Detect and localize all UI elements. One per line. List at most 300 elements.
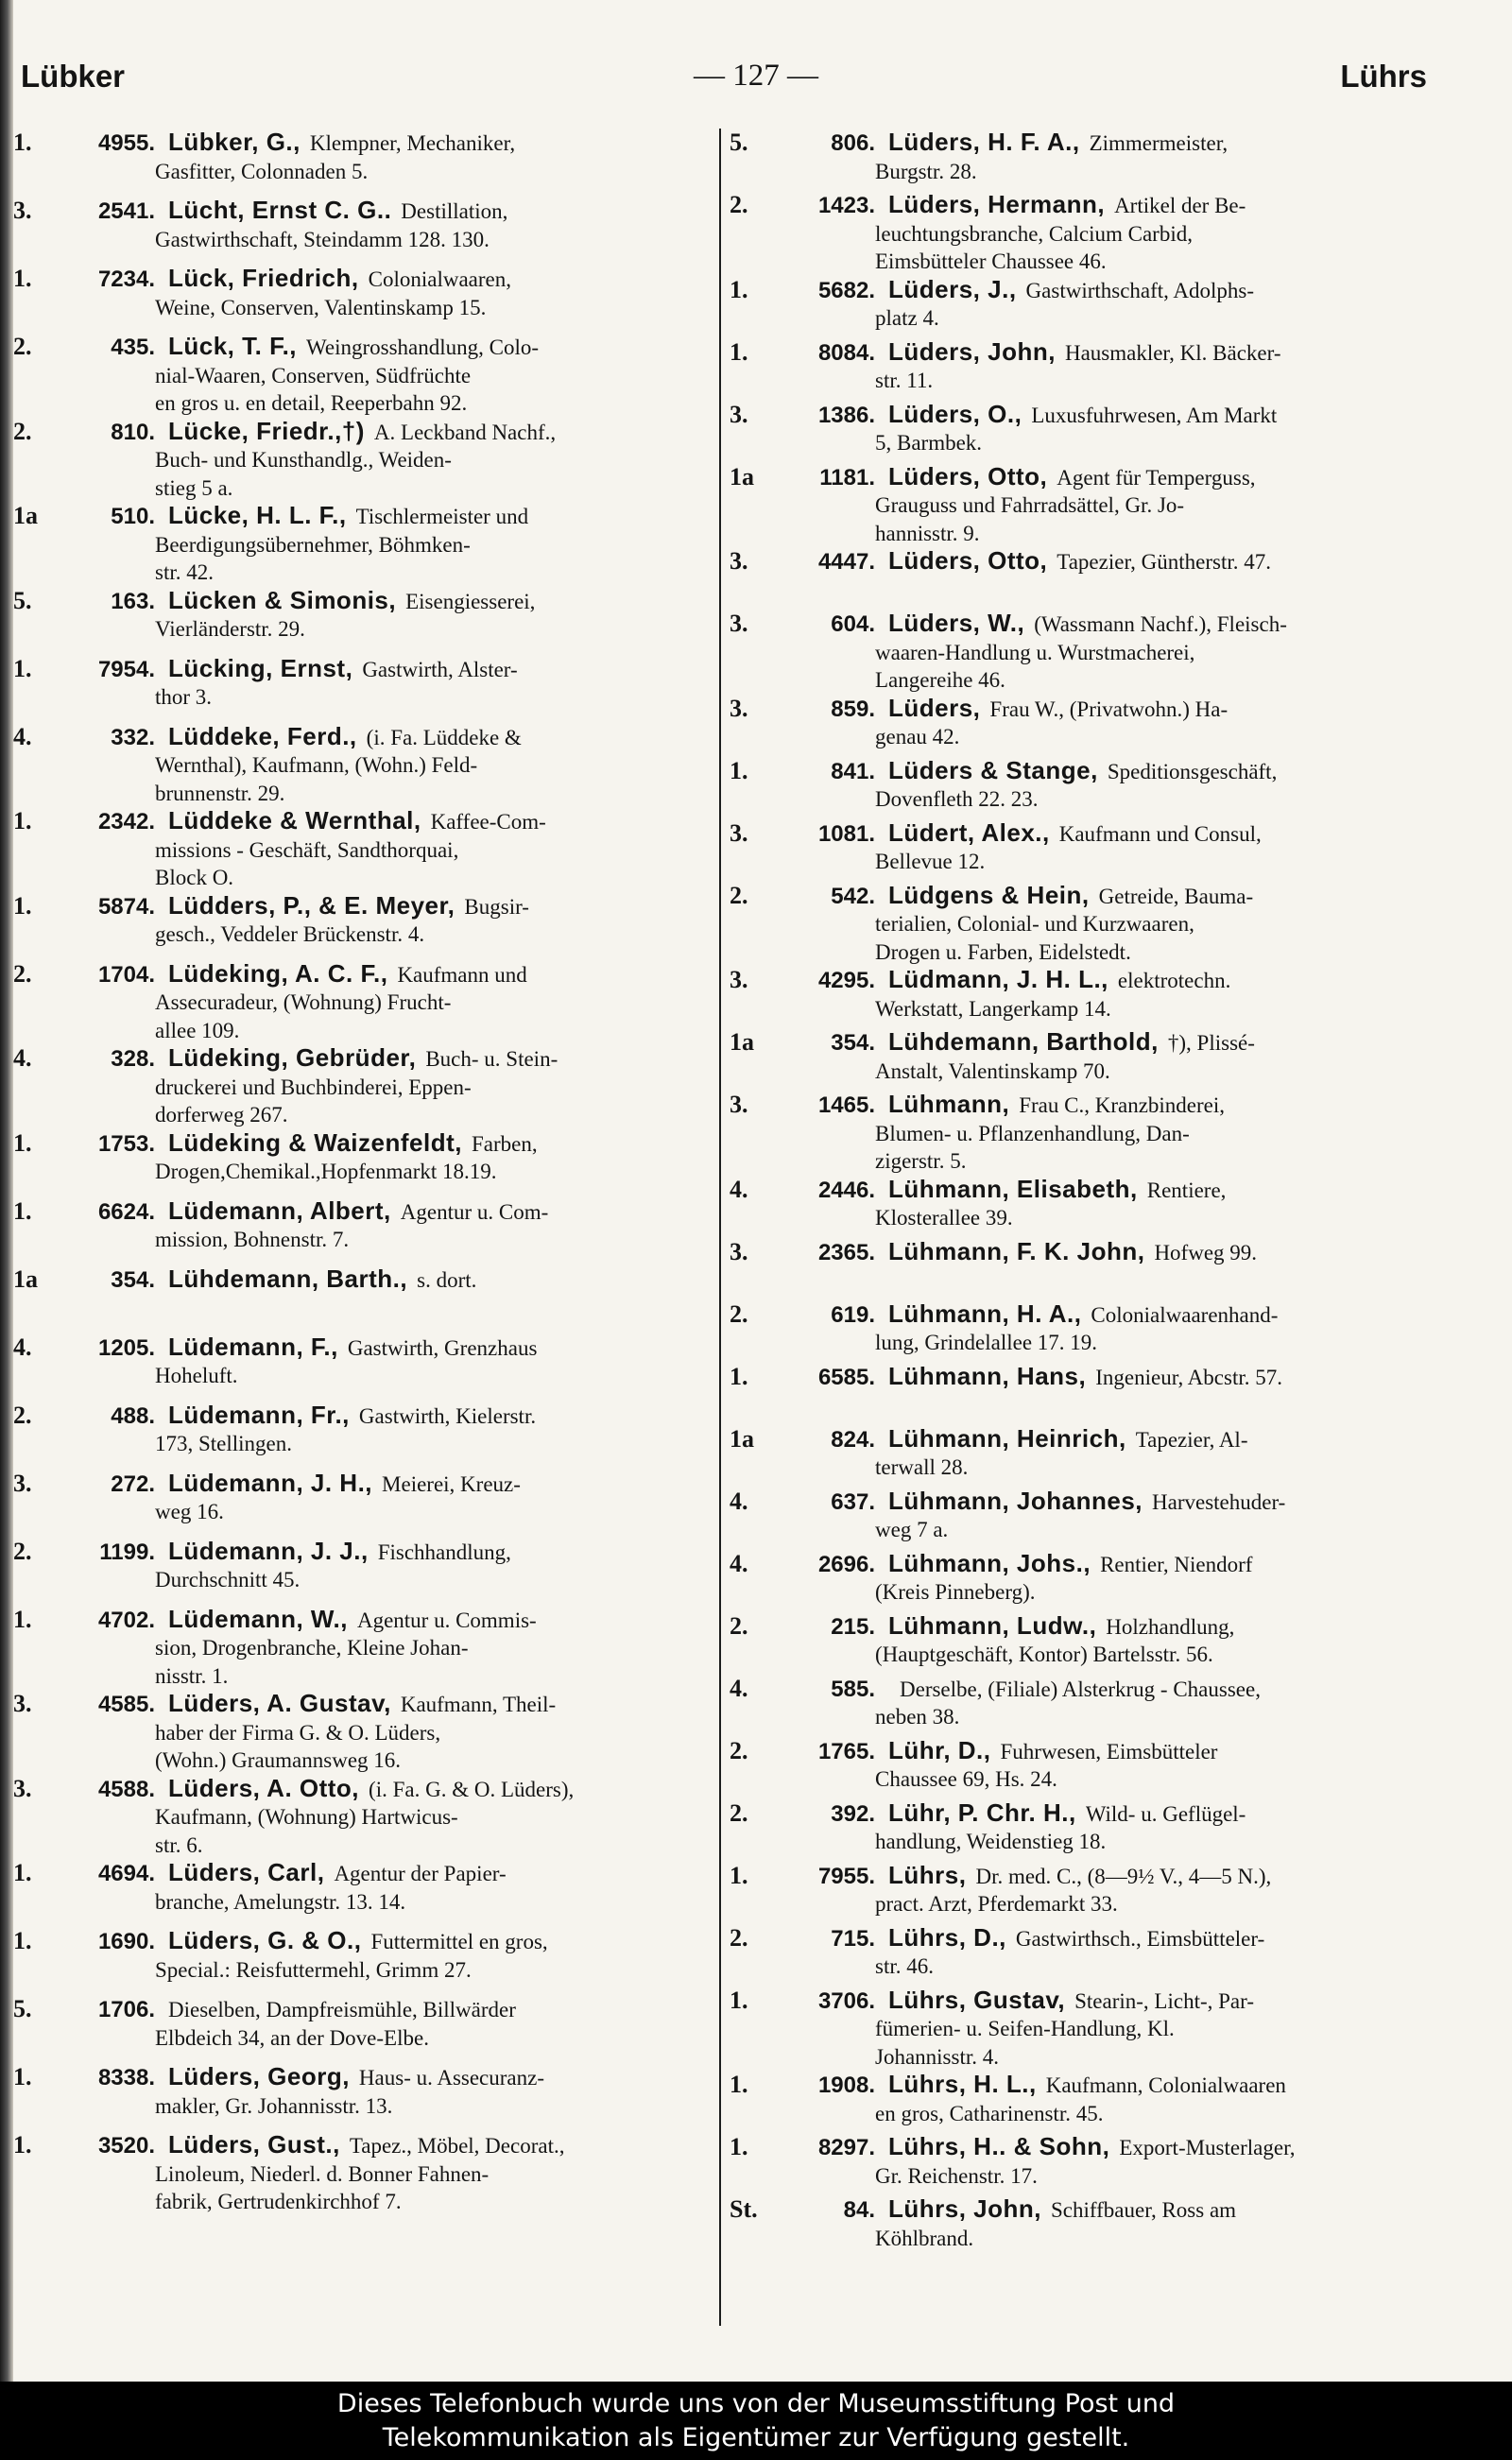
entry-phone-number: 1690.: [97, 1929, 155, 1954]
entry-description: Derselbe, (Filiale) Alsterkrug - Chaussee,: [900, 1677, 1261, 1701]
entry-name: Lübker, G.,: [168, 128, 301, 156]
entry-first-line: [13, 587, 713, 616]
footer-notice: [0, 2382, 1512, 2460]
directory-entry: [13, 1995, 713, 2063]
entry-description: Kaffee-Com-: [430, 810, 546, 834]
right-column: [730, 129, 1440, 2258]
entry-continuation-line: waaren-Handlung u. Wurstmacherei,: [875, 640, 1195, 664]
directory-entry: [13, 1470, 713, 1538]
entry-name: Lüders,: [888, 693, 981, 722]
entry-phone-number: 8297.: [817, 2135, 875, 2160]
entry-name: Lüdemann, W.,: [168, 1604, 348, 1633]
entry-first-line: [13, 502, 713, 531]
entry-class: 3.: [13, 1690, 32, 1717]
directory-entry: [730, 1550, 1440, 1612]
entry-name: Lüdemann, J. J.,: [168, 1536, 369, 1565]
entry-phone-number: 3520.: [97, 2133, 155, 2159]
entry-class: 2.: [730, 1736, 748, 1764]
entry-first-line: [730, 129, 1440, 158]
entry-class: 2.: [13, 959, 32, 988]
entry-description: Gastwirth, Alster-: [362, 657, 518, 681]
entry-continuation-line: nial-Waaren, Conserven, Südfrüchte: [155, 363, 472, 387]
entry-class: 1.: [13, 129, 32, 156]
entry-name: Lührs, Gustav,: [888, 1985, 1066, 2014]
entry-continuation-line: Anstalt, Valentinskamp 70.: [875, 1058, 1110, 1083]
directory-entry: [730, 1488, 1440, 1550]
entry-continuation-line: thor 3.: [155, 685, 213, 709]
entry-name: Lücking, Ernst,: [168, 653, 353, 682]
header-right-keyword: Lührs: [1340, 59, 1427, 94]
entry-continuation-line: platz 4.: [875, 306, 939, 330]
entry-class: 4.: [730, 1487, 748, 1515]
directory-entry: [730, 1675, 1440, 1737]
directory-entry: [730, 338, 1440, 401]
entry-phone-number: 2365.: [817, 1239, 875, 1265]
entry-continuation-line: Gr. Reichenstr. 17.: [875, 2163, 1038, 2188]
entry-name: Lühdemann, Barth.,: [168, 1264, 408, 1293]
entry-class: 3.: [730, 400, 748, 428]
entry-first-line: [13, 418, 713, 447]
entry-class: 2.: [730, 1611, 748, 1640]
entry-phone-number: 2696.: [817, 1551, 875, 1577]
entry-class: 1.: [730, 337, 748, 366]
directory-entry: [730, 401, 1440, 463]
entry-phone-number: 4585.: [97, 1692, 155, 1717]
directory-entry: [730, 882, 1440, 967]
entry-first-line: [730, 610, 1440, 639]
directory-entry: [13, 655, 713, 723]
entry-continuation-line: nisstr. 1.: [155, 1663, 229, 1688]
entry-description: Ingenieur, Abcstr. 57.: [1095, 1365, 1282, 1389]
entry-first-line: [730, 819, 1440, 849]
entry-continuation-line: str. 46.: [875, 1954, 934, 1978]
entry-continuation-line: Eimsbütteler Chaussee 46.: [875, 249, 1107, 273]
entry-description: elektrotechn.: [1117, 969, 1231, 992]
entry-phone-number: 2446.: [817, 1177, 875, 1203]
entry-name: Lüdemann, Fr.,: [168, 1400, 350, 1429]
entry-first-line: [13, 333, 713, 362]
entry-first-line: [730, 1300, 1440, 1330]
entry-description: Hofweg 99.: [1154, 1240, 1258, 1264]
directory-entry: [13, 1538, 713, 1606]
directory-entry: [13, 333, 713, 418]
entry-description: Destillation,: [401, 199, 508, 223]
entry-class: 2.: [730, 1923, 748, 1952]
entry-class: 3.: [13, 197, 32, 224]
entry-continuation-line: Johannisstr. 4.: [875, 2044, 999, 2069]
entry-continuation-line: lung, Grindelallee 17. 19.: [875, 1331, 1098, 1354]
entry-name: Lühr, D.,: [888, 1735, 991, 1764]
entry-first-line: [730, 2133, 1440, 2162]
entry-continuation-line: Bellevue 12.: [875, 850, 986, 873]
entry-first-line: [730, 2071, 1440, 2100]
entry-class: 4.: [13, 1333, 32, 1361]
entry-continuation-line: haber der Firma G. & O. Lüders,: [155, 1720, 441, 1745]
entry-description: Kaufmann, Colonialwaaren: [1045, 2073, 1286, 2097]
entry-class: 3.: [730, 547, 748, 575]
entry-first-line: [730, 1091, 1440, 1120]
entry-class: 1a: [13, 1264, 38, 1293]
directory-entry: [13, 892, 713, 960]
entry-continuation-line: Gasfitter, Colonnaden 5.: [155, 159, 369, 183]
entry-class: 1.: [13, 1605, 32, 1633]
entry-phone-number: 1081.: [817, 820, 875, 847]
entry-name: Lücke, H. L. F.,: [168, 501, 347, 529]
entry-continuation-line: en gros u. en detail, Reeperbahn 92.: [155, 391, 468, 415]
entry-class: 1.: [730, 1986, 748, 2014]
entry-phone-number: 7955.: [817, 1863, 875, 1889]
entry-continuation-line: Kaufmann, (Wohnung) Hartwicus-: [155, 1805, 458, 1829]
entry-class: 1a: [13, 502, 38, 529]
entry-continuation-line: branche, Amelungstr. 13. 14.: [155, 1889, 406, 1914]
entry-continuation-line: mission, Bohnenstr. 7.: [155, 1228, 350, 1251]
directory-entry: [730, 695, 1440, 757]
entry-phone-number: 2342.: [97, 809, 155, 834]
entry-description: Tapezier, Al-: [1135, 1427, 1248, 1452]
entry-class: 3.: [730, 818, 748, 847]
entry-description: Meierei, Kreuz-: [382, 1471, 521, 1496]
entry-class: 2.: [730, 191, 748, 218]
entry-name: Lühmann, H. A.,: [888, 1299, 1082, 1328]
entry-phone-number: 8084.: [817, 339, 875, 366]
entry-class: 1a: [730, 1424, 754, 1453]
directory-entry: [730, 2071, 1440, 2133]
entry-phone-number: 824.: [831, 1426, 875, 1453]
entry-first-line: [730, 1550, 1440, 1579]
entry-name: Lührs, D.,: [888, 1922, 1006, 1952]
directory-entry: [13, 960, 713, 1045]
entry-phone-number: 392.: [831, 1800, 875, 1827]
entry-class: 4.: [730, 1674, 748, 1702]
entry-first-line: [13, 1402, 713, 1431]
entry-class: 1.: [13, 654, 32, 682]
entry-continuation-line: stieg 5 a.: [155, 475, 233, 500]
entry-class: 3.: [730, 1237, 748, 1265]
entry-phone-number: 619.: [831, 1301, 875, 1328]
entry-class: 1.: [13, 1927, 32, 1954]
entry-continuation-line: 173, Stellingen.: [155, 1432, 293, 1455]
entry-description: Agentur u. Com-: [400, 1199, 549, 1224]
entry-name: Lühr, P. Chr. H.,: [888, 1798, 1076, 1827]
entry-phone-number: 4955.: [97, 130, 155, 156]
entry-description: Getreide, Bauma-: [1098, 884, 1254, 908]
entry-name: Lüdeking, A. C. F.,: [168, 958, 388, 988]
entry-phone-number: 542.: [831, 883, 875, 909]
entry-class: 4.: [730, 1175, 748, 1203]
directory-entry: [730, 1987, 1440, 2072]
entry-description: Tischlermeister und: [355, 505, 529, 528]
entry-phone-number: 1205.: [97, 1334, 155, 1361]
entry-name: Lüders, Carl,: [168, 1858, 325, 1886]
entry-description: Klempner, Mechaniker,: [309, 131, 516, 155]
entry-continuation-line: Blumen- u. Pflanzenhandlung, Dan-: [875, 1121, 1190, 1145]
entry-first-line: [13, 1129, 713, 1159]
page-number: — 127 —: [694, 59, 818, 93]
entry-first-line: [730, 276, 1440, 305]
entry-name: Lüddeke, Ferd.,: [168, 721, 357, 750]
entry-name: Lüders, H. F. A.,: [888, 128, 1080, 156]
entry-name: Lüddeke & Wernthal,: [168, 806, 421, 834]
directory-entry: [730, 1799, 1440, 1862]
directory-entry: [730, 1363, 1440, 1425]
directory-entry: [730, 1862, 1440, 1924]
entry-first-line: [13, 723, 713, 752]
directory-entry: [13, 197, 713, 265]
entry-continuation-line: (Kreis Pinneberg).: [875, 1580, 1036, 1604]
entry-name: Lühdemann, Barthold,: [888, 1027, 1159, 1056]
directory-entry: [730, 1924, 1440, 1987]
entry-first-line: [13, 1690, 713, 1719]
entry-name: Lühmann, Johs.,: [888, 1548, 1091, 1577]
directory-entry: [13, 265, 713, 333]
entry-phone-number: 7234.: [97, 267, 155, 292]
entry-continuation-line: leuchtungsbranche, Calcium Carbid,: [875, 221, 1193, 246]
entry-class: 5.: [730, 129, 748, 156]
directory-entry: [13, 1859, 713, 1927]
entry-first-line: [13, 1265, 713, 1295]
entry-first-line: [730, 882, 1440, 911]
entry-continuation-line: dorferweg 267.: [155, 1103, 288, 1127]
footer-line-2: Telekommunikation als Eigentümer zur Verfügung gestellt.: [382, 2423, 1130, 2452]
entry-name: Lüders, J.,: [888, 274, 1017, 303]
entry-continuation-line: Gastwirthschaft, Steindamm 128. 130.: [155, 227, 490, 251]
entry-continuation-line: terialien, Colonial- und Kurzwaaren,: [875, 912, 1194, 936]
entry-first-line: [13, 1606, 713, 1635]
directory-entry: [13, 1775, 713, 1860]
entry-description: Colonialwaarenhand-: [1091, 1302, 1279, 1327]
entry-class: 5.: [13, 586, 32, 614]
entry-first-line: [730, 1924, 1440, 1953]
entry-description: Agent für Temperguss,: [1057, 465, 1256, 490]
entry-description: A. Leckband Nachf.,: [373, 420, 557, 444]
entry-description: (Wassmann Nachf.), Fleisch-: [1034, 612, 1287, 636]
entry-class: 3.: [730, 694, 748, 722]
entry-first-line: [13, 655, 713, 684]
directory-entry: [13, 807, 713, 892]
entry-continuation-line: genau 42.: [875, 725, 960, 748]
entry-class: 1.: [730, 2071, 748, 2098]
page-header: [0, 59, 1512, 106]
entry-phone-number: 1199.: [99, 1539, 155, 1565]
entry-class: 1.: [730, 756, 748, 784]
footer-line-1: Dieses Telefonbuch wurde uns von der Museumsstiftung Post und: [336, 2389, 1176, 2418]
entry-continuation-line: sion, Drogenbranche, Kleine Johan-: [155, 1636, 469, 1660]
entry-description: Dr. med. C., (8—9½ V., 4—5 N.),: [975, 1864, 1272, 1888]
directory-entry: [13, 418, 713, 503]
entry-description: Buch- u. Stein-: [425, 1047, 558, 1071]
entry-continuation-line: druckerei und Buchbinderei, Eppen-: [155, 1075, 472, 1099]
entry-phone-number: 1704.: [97, 961, 155, 988]
entry-continuation-line: Dovenfleth 22. 23.: [875, 787, 1039, 811]
entry-description: Fischhandlung,: [377, 1540, 511, 1564]
entry-continuation-line: handlung, Weidenstieg 18.: [875, 1830, 1107, 1853]
entry-name: Lücken & Simonis,: [168, 585, 397, 614]
entry-phone-number: 215.: [831, 1613, 875, 1640]
entry-phone-number: 332.: [111, 724, 155, 750]
entry-phone-number: 488.: [111, 1402, 155, 1429]
entry-continuation-line: terwall 28.: [875, 1455, 969, 1479]
entry-name: Lüdders, P., & E. Meyer,: [168, 890, 455, 920]
entry-first-line: [13, 807, 713, 836]
entry-name: Lührs, H. L.,: [888, 2070, 1037, 2098]
entry-first-line: [730, 1737, 1440, 1766]
entry-phone-number: 806.: [831, 130, 875, 156]
entry-phone-number: 1465.: [817, 1092, 875, 1118]
entry-description: Harvestehuder-: [1152, 1489, 1286, 1514]
entry-continuation-line: hannisstr. 9.: [875, 521, 980, 545]
entry-continuation-line: Grauguss und Fahrradsättel, Gr. Jo-: [875, 493, 1185, 517]
entry-name: Lührs, H.. & Sohn,: [888, 2132, 1110, 2160]
entry-description: Farben,: [471, 1131, 538, 1156]
entry-name: Lührs, John,: [888, 2194, 1041, 2223]
entry-continuation-line: en gros, Catharinenstr. 45.: [875, 2101, 1104, 2125]
entry-continuation-line: Chaussee 69, Hs. 24.: [875, 1767, 1057, 1791]
entry-first-line: [730, 1862, 1440, 1891]
entry-description: Frau W., (Privatwohn.) Ha-: [989, 697, 1228, 721]
entry-continuation-line: allee 109.: [155, 1018, 240, 1042]
directory-entry: [13, 1606, 713, 1691]
entry-first-line: [13, 2131, 713, 2160]
entry-phone-number: 4447.: [817, 549, 875, 575]
entry-description: Luxusfuhrwesen, Am Markt: [1031, 403, 1278, 427]
entry-class: 1.: [730, 1861, 748, 1889]
entry-name: Lüders, A. Otto,: [168, 1773, 360, 1802]
entry-class: 3.: [730, 1091, 748, 1118]
entry-description: Kaufmann und: [397, 962, 527, 987]
entry-continuation-line: weg 7 a.: [875, 1518, 949, 1541]
entry-phone-number: 1765.: [817, 1738, 875, 1764]
entry-class: 3.: [13, 1469, 32, 1497]
entry-first-line: [13, 1927, 713, 1956]
entry-description: Holzhandlung,: [1106, 1614, 1235, 1639]
entry-first-line: [13, 892, 713, 921]
entry-name: Lüders, Gust.,: [168, 2130, 340, 2159]
column-divider: [719, 129, 721, 2326]
entry-phone-number: 272.: [111, 1471, 155, 1497]
entry-continuation-line: Special.: Reisfuttermehl, Grimm 27.: [155, 1957, 472, 1982]
entry-first-line: [13, 2063, 713, 2092]
entry-name: Lüders & Stange,: [888, 755, 1098, 784]
directory-entry: [13, 1044, 713, 1129]
entry-first-line: [13, 265, 713, 294]
entry-first-line: [13, 1859, 713, 1888]
directory-entry: [13, 2131, 713, 2216]
entry-class: 5.: [13, 1995, 32, 2022]
directory-entry: [730, 1737, 1440, 1799]
entry-description: Frau C., Kranzbinderei,: [1019, 1093, 1226, 1117]
directory-entry: [730, 1612, 1440, 1675]
entry-continuation-line: Durchschnitt 45.: [155, 1568, 301, 1591]
entry-description: Gastwirth, Grenzhaus: [347, 1335, 538, 1360]
entry-first-line: [730, 547, 1440, 576]
entry-continuation-line: (Hauptgeschäft, Kontor) Bartelsstr. 56.: [875, 1643, 1213, 1666]
directory-entry: [730, 819, 1440, 882]
entry-class: 2.: [730, 1299, 748, 1328]
entry-description: Futtermittel en gros,: [370, 1930, 548, 1953]
directory-entry: [730, 757, 1440, 819]
directory-entry: [730, 2195, 1440, 2258]
entry-phone-number: 841.: [831, 758, 875, 784]
entry-first-line: [730, 1612, 1440, 1642]
entry-name: Lüdemann, Albert,: [168, 1196, 391, 1225]
entry-name: Lüders, Hermann,: [888, 190, 1106, 218]
entry-first-line: [730, 1425, 1440, 1454]
entry-description: Colonialwaaren,: [368, 267, 511, 291]
entry-description: Hausmakler, Kl. Bäcker-: [1064, 340, 1281, 365]
entry-phone-number: 1386.: [817, 402, 875, 428]
directory-entry: [730, 276, 1440, 338]
directory-entry: [730, 547, 1440, 610]
entry-continuation-line: str. 42.: [155, 560, 214, 584]
entry-first-line: [730, 1675, 1440, 1704]
entry-description: Gastwirthschaft, Adolphs-: [1025, 278, 1255, 302]
entry-class: 2.: [13, 333, 32, 360]
entry-phone-number: 859.: [831, 696, 875, 722]
entry-description: Wild- u. Geflügel-: [1085, 1801, 1246, 1826]
entry-first-line: [13, 1197, 713, 1227]
entry-continuation-line: gesch., Veddeler Brückenstr. 4.: [155, 922, 425, 946]
entry-phone-number: 4588.: [97, 1776, 155, 1802]
entry-first-line: [13, 1044, 713, 1074]
entry-class: 4.: [13, 1044, 32, 1072]
directory-entry: [13, 1333, 713, 1402]
entry-name: Lühmann, Heinrich,: [888, 1423, 1126, 1453]
directory-entry: [730, 610, 1440, 695]
entry-phone-number: 4694.: [97, 1861, 155, 1886]
entry-name: Lühmann, Ludw.,: [888, 1610, 1097, 1640]
entry-description: Speditionsgeschäft,: [1107, 759, 1278, 783]
directory-entry: [13, 1197, 713, 1265]
entry-class: 1.: [13, 1859, 32, 1886]
entry-phone-number: 3706.: [817, 1987, 875, 2014]
entry-continuation-line: Drogen,Chemikal.,Hopfenmarkt 18.19.: [155, 1160, 497, 1183]
entry-continuation-line: brunnenstr. 29.: [155, 781, 285, 805]
entry-description: Fuhrwesen, Eimsbütteler: [1000, 1739, 1218, 1763]
book-spine-shadow: [0, 0, 13, 2382]
entry-name: Lüders, O.,: [888, 399, 1022, 428]
entry-name: Lüdmann, J. H. L.,: [888, 965, 1108, 993]
entry-continuation-line: Assecuradeur, (Wohnung) Frucht-: [155, 990, 452, 1014]
entry-description: (i. Fa. Lüddeke &: [366, 725, 522, 749]
entry-first-line: [13, 1470, 713, 1499]
entry-continuation-line: Langereihe 46.: [875, 668, 1005, 692]
entry-description: Gastwirth, Kielerstr.: [358, 1403, 537, 1428]
directory-entry: [730, 966, 1440, 1028]
entry-first-line: [730, 191, 1440, 220]
entry-phone-number: 637.: [831, 1488, 875, 1515]
entry-name: Lühmann, Johannes,: [888, 1486, 1143, 1515]
entry-name: Lück, T. F.,: [168, 332, 298, 360]
entry-first-line: [730, 1799, 1440, 1829]
entry-description: Weingrosshandlung, Colo-: [306, 335, 540, 359]
entry-description: Tapez., Möbel, Decorat.,: [349, 2134, 565, 2158]
entry-first-line: [13, 960, 713, 989]
header-left-keyword: Lübker: [21, 59, 126, 94]
entry-continuation-line: Köhlbrand.: [875, 2226, 974, 2250]
entry-name: Lücht, Ernst C. G..: [168, 196, 392, 224]
entry-continuation-line: Weine, Conserven, Valentinskamp 15.: [155, 295, 487, 319]
entry-class: 1.: [13, 1196, 32, 1225]
entry-description: Schiffbauer, Ross am: [1051, 2198, 1237, 2222]
entry-continuation-line: neben 38.: [875, 1705, 960, 1729]
directory-entry: [13, 2063, 713, 2131]
entry-description: †), Plissé-: [1167, 1031, 1255, 1055]
entry-name: Lüdgens & Hein,: [888, 880, 1090, 909]
entry-phone-number: 2541.: [97, 198, 155, 224]
entry-phone-number: 810.: [111, 419, 155, 445]
entry-description: Agentur u. Commis-: [356, 1608, 537, 1632]
entry-continuation-line: str. 6.: [155, 1832, 203, 1857]
